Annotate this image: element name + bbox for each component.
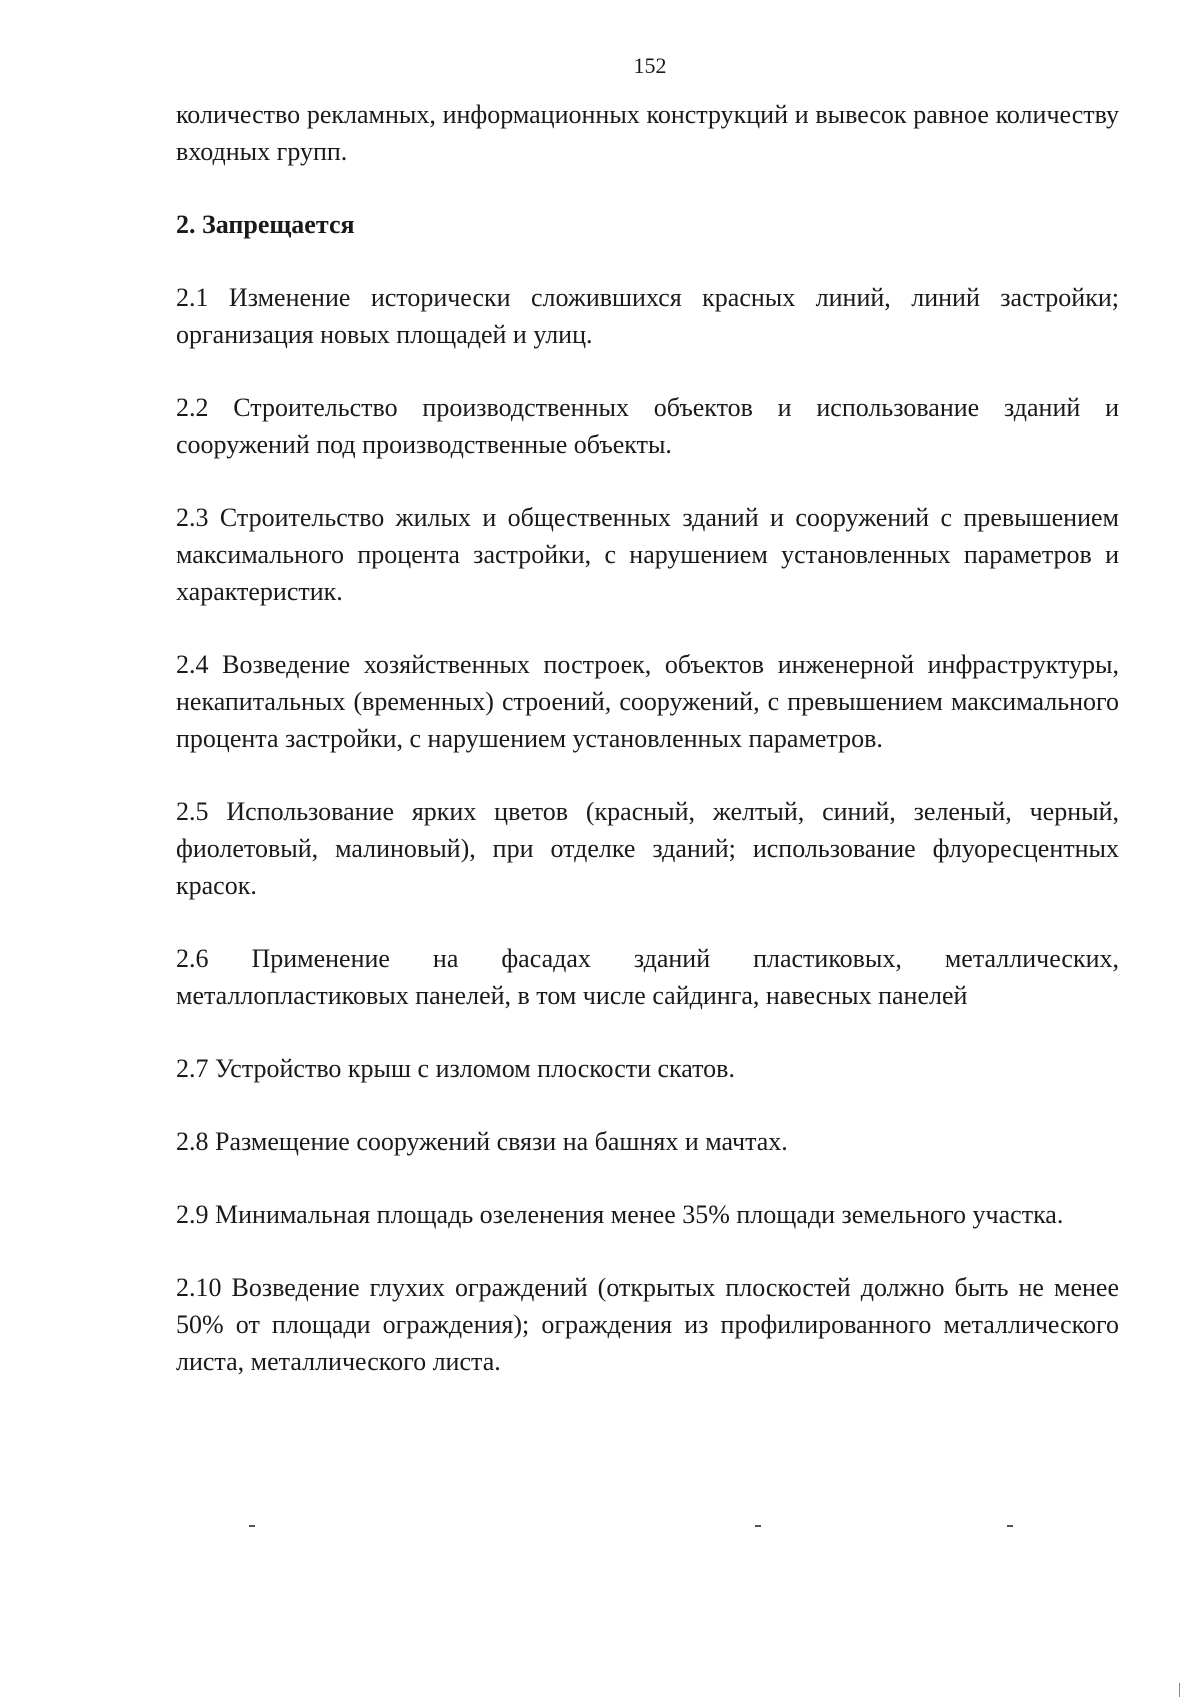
page-number: 152: [633, 53, 667, 78]
item-2-1: 2.1 Изменение исторически сложившихся красных линий, линий застройки; организация новых площадей и улиц.: [176, 283, 1119, 349]
item-2-10: 2.10 Возведение глухих ограждений (открытых плоскостей должно быть не менее 50% от площади ограждения); ограждения из профилированного металлического листа, металлического листа.: [176, 1273, 1119, 1376]
item-2-7: 2.7 Устройство крыш с изломом плоскости скатов.: [176, 1054, 735, 1083]
section-heading: 2. Запрещается: [176, 210, 355, 239]
document-body: [176, 96, 1119, 1416]
scan-artifact-dash: [755, 1525, 761, 1527]
item-2-9: 2.9 Минимальная площадь озеленения менее 35% площади земельного участка.: [176, 1200, 1064, 1229]
item-2-3: 2.3 Строительство жилых и общественных зданий и сооружений с превышением максимального процента застройки, с нарушением установленных параметров и характеристик.: [176, 503, 1119, 606]
scan-artifact-dash: [249, 1525, 255, 1527]
item-2-5: 2.5 Использование ярких цветов (красный, желтый, синий, зеленый, черный, фиолетовый, малиновый), при отделке зданий; использование флуоресцентных красок.: [176, 797, 1119, 900]
item-2-6: 2.6 Применение на фасадах зданий пластиковых, металлических, металлопластиковых панелей, в том числе сайдинга, навесных панелей: [176, 944, 1119, 1010]
intro-paragraph: количество рекламных, информационных конструкций и вывесок равное количеству входных групп.: [176, 100, 1119, 166]
scan-artifact-dash: [1007, 1525, 1013, 1527]
item-2-2: 2.2 Строительство производственных объектов и использование зданий и сооружений под производственные объекты.: [176, 393, 1119, 459]
item-2-8: 2.8 Размещение сооружений связи на башнях и мачтах.: [176, 1127, 788, 1156]
scan-margin-mark: [1179, 1683, 1180, 1697]
item-2-4: 2.4 Возведение хозяйственных построек, объектов инженерной инфраструктуры, некапитальных (временных) строений, сооружений, с превышением максимального процента застройки, с нарушением установленных параметров.: [176, 650, 1119, 753]
